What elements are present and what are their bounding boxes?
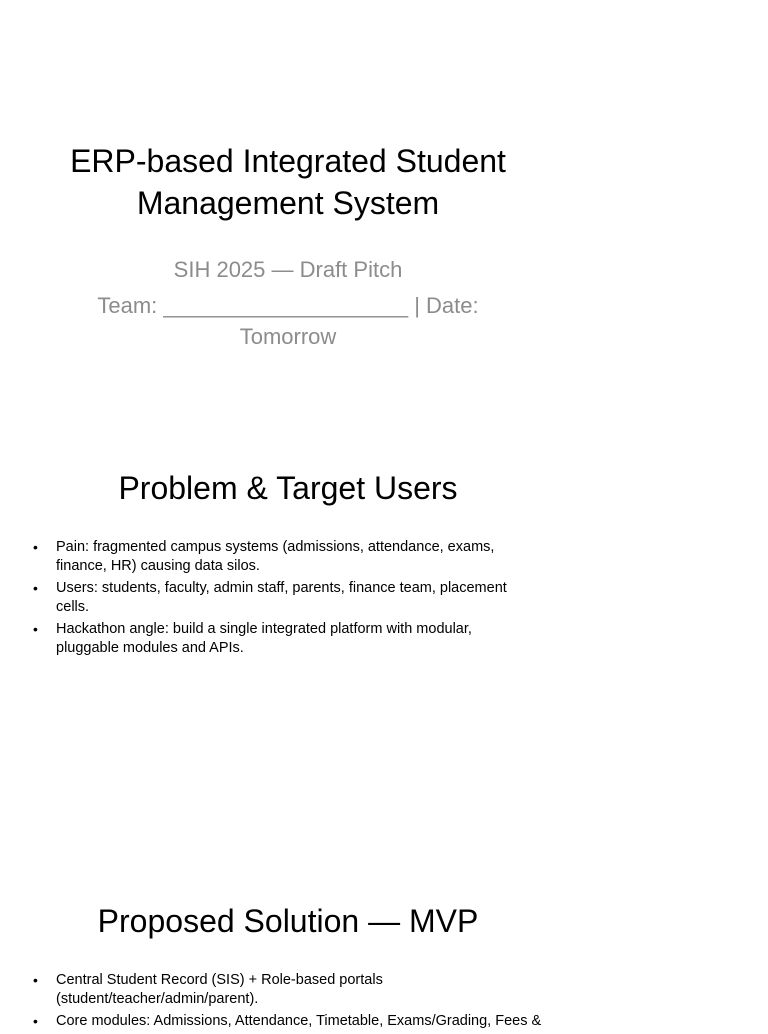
slide-title: Problem & Target Users [118,470,458,506]
bullet-item [0,971,576,1009]
bullet-line: Central Student Record (SIS) + Role-based portals [56,972,383,988]
presentation-subtitle [0,253,576,352]
bullet-icon: • [33,580,38,596]
bullet-icon: • [33,972,38,988]
subtitle-line: Tomorrow [239,324,337,349]
bullet-item [0,620,576,658]
bullet-item [0,1012,576,1031]
bullet-list [0,538,576,658]
slide-title: Proposed Solution — MVP [97,903,479,939]
bullet-line: Users: students, faculty, admin staff, parents, finance team, placement [56,580,507,596]
bullet-line: Hackathon angle: build a single integrated platform with modular, [56,621,472,637]
bullet-item [0,579,576,617]
bullet-icon: • [33,621,38,637]
presentation-title [0,140,576,224]
bullet-line: Pain: fragmented campus systems (admissions, attendance, exams, [56,539,495,555]
solution-slide [0,900,576,1034]
title-line: Management System [136,185,440,221]
bullet-line: cells. [56,599,90,615]
problem-slide [0,467,576,661]
bullet-line: (student/teacher/admin/parent). [56,991,259,1007]
bullet-line: pluggable modules and APIs. [56,640,244,656]
subtitle-line: SIH 2025 — Draft Pitch [173,257,403,282]
title-slide [0,140,576,352]
bullet-item [0,538,576,576]
bullet-icon: • [33,539,38,555]
bullet-line: Core modules: Admissions, Attendance, Timetable, Exams/Grading, Fees & [56,1013,542,1029]
bullet-list [0,971,576,1031]
bullet-line: finance, HR) causing data silos. [56,558,260,574]
title-line: ERP-based Integrated Student [70,143,506,179]
subtitle-line: Team: ____________________ | Date: [97,293,479,318]
bullet-icon: • [33,1013,38,1029]
